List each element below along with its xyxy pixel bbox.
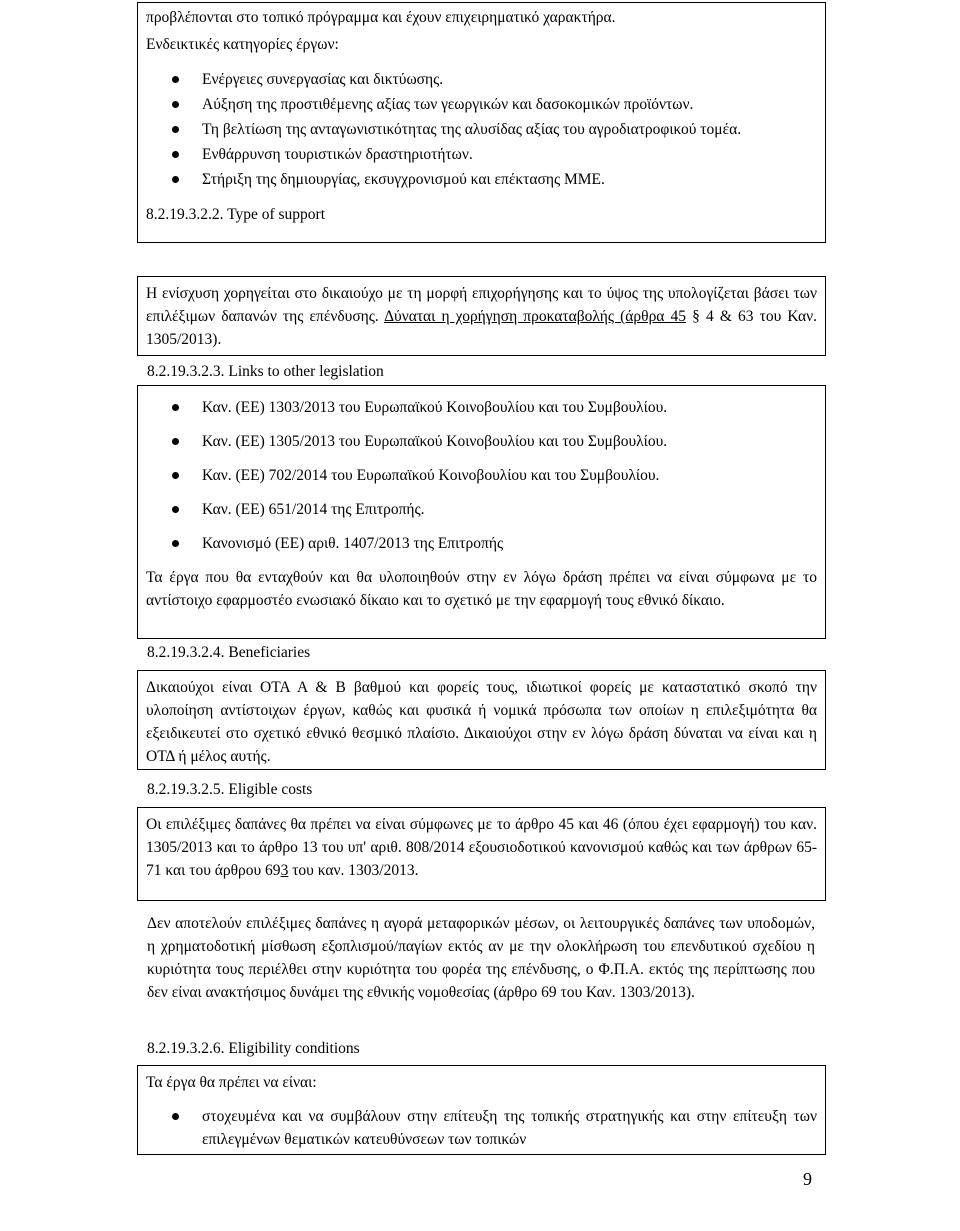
box1-bullet-list xyxy=(146,68,817,191)
list-item: Ενθάρρυνση τουριστικών δραστηριοτήτων. xyxy=(146,143,817,166)
legislation-text: Τα έργα που θα ενταχθούν και θα υλοποιηθούν στην εν λόγω δράση πρέπει να είναι σύμφωνα με το αντίστοιχο εφαρμοστέο ενωσιακό δίκαιο και το σχετικό με την εφαρμογή τους εθνικό δίκαιο. xyxy=(146,569,817,609)
box1-line1: προβλέπονται στο τοπικό πρόγραμμα και έχουν επιχειρηματικό χαρακτήρα. xyxy=(146,9,616,26)
eligibility-intro: Τα έργα θα πρέπει να είναι: xyxy=(146,1074,317,1091)
section-heading-links-legislation: 8.2.19.3.2.3. Links to other legislation xyxy=(147,363,384,380)
box-type-of-support xyxy=(137,276,826,356)
section-heading-type-of-support: 8.2.19.3.2.2. Type of support xyxy=(146,206,326,223)
beneficiaries-ltdg-text: Δικαιούχοι στην εν λόγω δράση δύναται να είναι και η ΟΤΔ ή μέλος αυτής. xyxy=(146,725,817,765)
list-item: Στήριξη της δημιουργίας, εκσυγχρονισμού και επέκτασης ΜΜΕ. xyxy=(146,168,817,191)
support-articles-text: 4 & 63 του Καν. 1305/2013). xyxy=(146,308,817,348)
list-item: Καν. (ΕΕ) 651/2014 της Επιτροπής. xyxy=(146,498,817,521)
box-eligible-costs xyxy=(137,807,826,901)
list-item: Καν. (ΕΕ) 1305/2013 του Ευρωπαϊκού Κοινοβουλίου και του Συμβουλίου. xyxy=(146,430,817,453)
eligible-costs-article-number: 3 xyxy=(280,862,289,879)
list-item: Κανονισμό (ΕΕ) αριθ. 1407/2013 της Επιτροπής xyxy=(146,532,817,555)
list-item: Καν. (ΕΕ) 702/2014 του Ευρωπαϊκού Κοινοβουλίου και του Συμβουλίου. xyxy=(146,464,817,487)
support-text: Η ενίσχυση χορηγείται στο δικαιούχο με τη μορφή επιχορήγησης και το ύψος της υπολογίζεται βάσει των επιλέξιμων δαπανών της επένδυσης. xyxy=(146,285,817,325)
list-item: Τη βελτίωση της ανταγωνιστικότητας της αλυσίδας αξίας του αγροδιατροφικού τομέα. xyxy=(146,118,817,141)
box-beneficiaries xyxy=(137,670,826,770)
section-symbol: § xyxy=(692,308,700,325)
eligibility-list xyxy=(146,1105,817,1151)
section-heading-beneficiaries: 8.2.19.3.2.4. Beneficiaries xyxy=(147,644,311,661)
box-project-categories xyxy=(137,2,826,243)
list-item: Καν. (ΕΕ) 1303/2013 του Ευρωπαϊκού Κοινοβουλίου και του Συμβουλίου. xyxy=(146,396,817,419)
section-heading-eligible-costs: 8.2.19.3.2.5. Eligible costs xyxy=(147,781,313,798)
box1-line2: Ενδεικτικές κατηγορίες έργων: xyxy=(146,36,339,53)
non-eligible-costs-text: Δεν αποτελούν επιλέξιμες δαπάνες η αγορά μεταφορικών μέσων, οι λειτουργικές δαπάνες των υποδομών, η χρηματοδοτική μίσθωση εξοπλισμού/παγίων εκτός αν με την ολοκλήρωση του επενδυτικού σχεδίου η κυριότητα τους περιέλθει στην κυριότητα του φορέα της επένδυσης, ο Φ.Π.Α. εκτός της περίπτωσης που δεν είναι ανακτήσιμος δυνάμει της εθνικής νομοθεσίας (άρθρο 69 του Καν. 1303/2013). xyxy=(147,915,815,1001)
section-heading-eligibility-conditions: 8.2.19.3.2.6. Eligibility conditions xyxy=(147,1040,360,1057)
list-item: Ενέργειες συνεργασίας και δικτύωσης. xyxy=(146,68,817,91)
box-legislation xyxy=(137,385,826,639)
support-advance-text: Δύναται η χορήγηση προκαταβολής (άρθρα 45 xyxy=(384,308,687,325)
box-eligibility-conditions xyxy=(137,1065,826,1155)
legislation-list xyxy=(146,396,817,555)
page-number: 9 xyxy=(803,1169,812,1189)
eligible-costs-text: Οι επιλέξιμες δαπάνες θα πρέπει να είναι σύμφωνες με το άρθρο 45 και 46 (όπου έχει εφαρμογή) του καν. 1305/2013 και το άρθρο 13 του υπ' αριθ. 808/2014 εξουσιοδοτικού κανονισμού καθώς και των άρθρων 65-71 και του άρθρου 69 xyxy=(146,816,817,879)
list-item: Αύξηση της προστιθέμενης αξίας των γεωργικών και δασοκομικών προϊόντων. xyxy=(146,93,817,116)
list-item: στοχευμένα και να συμβάλουν στην επίτευξη της τοπικής στρατηγικής και στην επίτευξη των επιλεγμένων θεματικών κατευθύνσεων των τοπικών xyxy=(146,1105,817,1151)
eligible-costs-text-end: του καν. 1303/2013. xyxy=(292,862,419,879)
beneficiaries-text: Δικαιούχοι είναι ΟΤΑ Α & Β βαθμού και φορείς τους, ιδιωτικοί φορείς με καταστατικό σκοπό την υλοποίηση αντίστοιχων έργων, καθώς και φυσικά ή νομικά πρόσωπα των οποίων η επιλεξιμότητα θα εξειδικευτεί στο σχετικό εθνικό θεσμικό πλαίσιο. xyxy=(146,679,817,742)
